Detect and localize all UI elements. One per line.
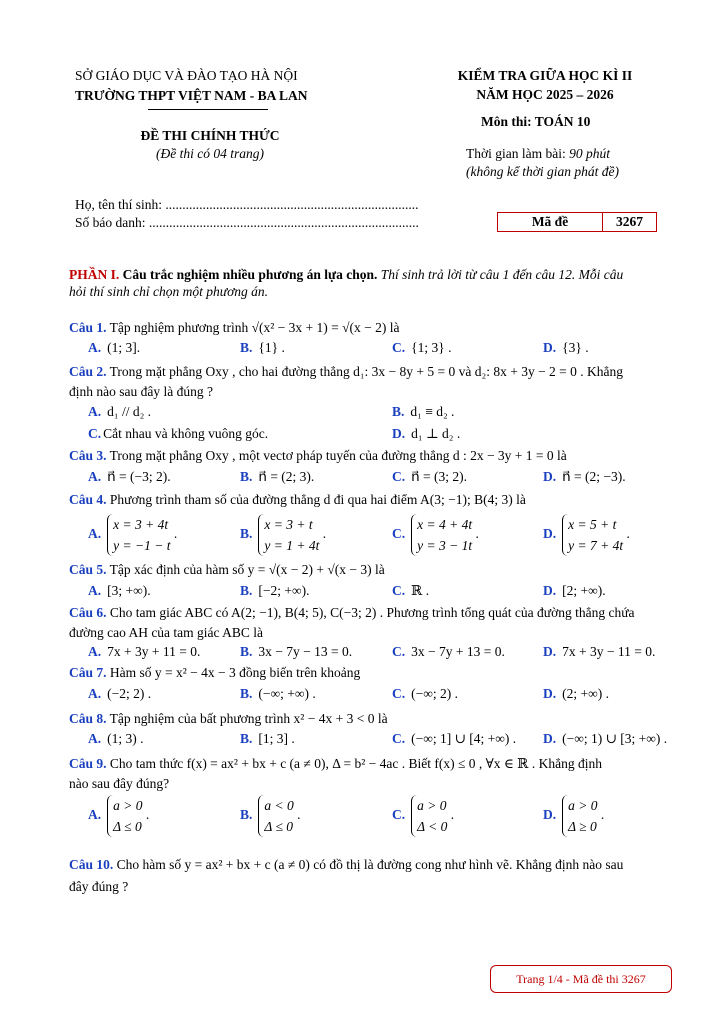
department-name: SỞ GIÁO DỤC VÀ ĐÀO TẠO HÀ NỘI	[75, 68, 298, 83]
question-text: Cho hàm số y = ax² + bx + c (a ≠ 0) có đồ thị là đường cong như hình vẽ. Khẳng định nào sau	[113, 857, 624, 872]
question-label: Câu 1.	[69, 320, 107, 335]
option-letter: A.	[88, 644, 102, 659]
equation-line: a < 0	[264, 798, 294, 813]
option-letter: C.	[392, 526, 406, 542]
option-letter: C.	[392, 340, 406, 355]
part1-instructions: Thí sinh trả lời từ câu 1 đến câu 12. Mỗi câu	[377, 267, 624, 282]
option-d[interactable]: D. x = 5 + t y = 7 + 4t .	[543, 514, 630, 556]
option-letter: C.	[392, 644, 406, 659]
official-label: ĐỀ THI CHÍNH THỨC	[140, 128, 280, 143]
question-6-cont: đường cao AH của tam giác ABC là	[69, 625, 264, 640]
option-letter: C.	[392, 807, 406, 823]
question-6	[69, 605, 635, 621]
option-letter: D.	[543, 340, 557, 355]
question-label: Câu 8.	[69, 711, 107, 726]
option-a[interactable]	[88, 583, 151, 599]
option-letter: B.	[240, 526, 253, 542]
option-letter: C.	[88, 426, 102, 441]
question-text: Cho tam giác ABC có A(2; −1), B(4; 5), C(−3; 2) . Phương trình tổng quát của đường thẳng chứa	[106, 605, 635, 620]
question-4	[69, 492, 526, 508]
option-letter: A.	[88, 583, 102, 598]
option-letter: A.	[88, 404, 102, 419]
equation-line: Δ < 0	[417, 819, 448, 834]
question-text: Tập nghiệm phương trình √(x² − 3x + 1) = √(x − 2) là	[106, 320, 400, 335]
option-letter: C.	[392, 583, 406, 598]
equation-system	[411, 795, 447, 837]
option-letter: D.	[543, 526, 557, 542]
option-text: (−∞; 1) ∪ [3; +∞) .	[562, 731, 668, 746]
option-b[interactable]	[240, 731, 295, 747]
equation-line: y = 7 + 4t	[568, 538, 624, 553]
option-text: n⃗ = (2; 3).	[258, 469, 315, 484]
question-label: Câu 7.	[69, 665, 107, 680]
equation-system	[411, 514, 472, 556]
option-text: ℝ .	[411, 583, 430, 598]
student-name-line: Họ, tên thí sinh: ...........................................................................	[75, 197, 419, 212]
subject: Môn thi: TOÁN 10	[481, 114, 591, 129]
equation-line: y = 1 + 4t	[264, 538, 320, 553]
school-year: NĂM HỌC 2025 – 2026	[476, 87, 614, 102]
option-letter: C.	[392, 469, 406, 484]
page-footer: Trang 1/4 - Mã đề thi 3267	[490, 965, 672, 993]
option-a[interactable]	[88, 340, 140, 356]
option-letter: A.	[88, 731, 102, 746]
option-text: (1; 3].	[107, 340, 141, 355]
option-d[interactable]	[543, 583, 606, 599]
option-b[interactable]	[240, 644, 352, 660]
option-b[interactable]	[240, 583, 309, 599]
option-letter: B.	[240, 583, 253, 598]
student-id-line: Số báo danh: ................................................................................	[75, 215, 419, 230]
option-b[interactable]	[392, 404, 454, 420]
part1-title-bold: Câu trắc nghiệm nhiều phương án lựa chọn.	[119, 267, 378, 282]
option-text: {1} .	[258, 340, 285, 355]
option-c[interactable]	[392, 686, 458, 702]
equation-line: y = 3 − 1t	[417, 538, 473, 553]
exam-code-value: 3267	[616, 214, 643, 229]
option-c[interactable]	[392, 340, 451, 356]
equation-line: Δ ≤ 0	[264, 819, 293, 834]
equation-line: a > 0	[113, 798, 143, 813]
option-a[interactable]	[88, 469, 171, 485]
equation-line: x = 3 + t	[264, 517, 313, 532]
option-letter: B.	[392, 404, 405, 419]
option-a[interactable]	[88, 644, 200, 660]
option-d[interactable]	[543, 686, 609, 702]
equation-line: a > 0	[568, 798, 598, 813]
option-letter: A.	[88, 340, 102, 355]
option-b[interactable]	[240, 686, 316, 702]
equation-system	[562, 514, 623, 556]
option-text: [3; +∞).	[107, 583, 151, 598]
exam-title: KIỂM TRA GIỮA HỌC KÌ II	[457, 68, 633, 83]
option-letter: B.	[240, 807, 253, 823]
question-text: Phương trình tham số của đường thẳng d đi qua hai điểm A(3; −1); B(4; 3) là	[106, 492, 526, 507]
question-label: Câu 3.	[69, 448, 107, 463]
option-text: (−∞; 1] ∪ [4; +∞) .	[411, 731, 517, 746]
option-c[interactable]: C. a > 0 Δ < 0 .	[392, 795, 454, 837]
option-c[interactable]	[392, 469, 467, 485]
question-text: Trong mặt phẳng Oxy , cho hai đường thẳng d₁: 3x − 8y + 5 = 0 và d₂: 8x + 3y − 2 = 0 . Khẳng	[106, 364, 624, 379]
option-letter: A.	[88, 686, 102, 701]
option-letter: D.	[543, 644, 557, 659]
equation-system	[258, 514, 319, 556]
option-text: (−∞; 2) .	[411, 686, 458, 701]
question-label: Câu 2.	[69, 364, 107, 379]
time-value: 90 phút	[569, 146, 611, 161]
time-line	[466, 146, 610, 162]
question-9-cont: nào sau đây đúng?	[69, 776, 170, 791]
option-letter: D.	[543, 583, 557, 598]
equation-system	[107, 514, 170, 556]
option-a[interactable]: A. a > 0 Δ ≤ 0 .	[88, 795, 149, 837]
option-letter: C.	[392, 731, 406, 746]
option-text: 3x − 7y + 13 = 0.	[411, 644, 505, 659]
option-letter: D.	[543, 731, 557, 746]
question-label: Câu 10.	[69, 857, 114, 872]
option-c[interactable]	[392, 583, 429, 599]
option-text: Cắt nhau và không vuông góc.	[103, 426, 269, 441]
question-label: Câu 6.	[69, 605, 107, 620]
question-8	[69, 711, 388, 727]
option-letter: A.	[88, 807, 102, 823]
part1-header	[69, 266, 675, 284]
option-letter: B.	[240, 686, 253, 701]
option-text: n⃗ = (−3; 2).	[107, 469, 171, 484]
option-text: 7x + 3y − 11 = 0.	[562, 644, 656, 659]
option-text: [2; +∞).	[562, 583, 606, 598]
equation-line: Δ ≥ 0	[568, 819, 597, 834]
equation-line: Δ ≤ 0	[113, 819, 142, 834]
option-text: [−2; +∞).	[258, 583, 310, 598]
option-text: d₁ ≡ d₂ .	[410, 404, 455, 419]
question-text: Tập xác định của hàm số y = √(x − 2) + √(x − 3) là	[106, 562, 385, 577]
question-label: Câu 9.	[69, 756, 107, 771]
header-divider	[148, 109, 268, 110]
question-5	[69, 562, 385, 578]
option-a[interactable]	[88, 404, 151, 420]
option-letter: D.	[543, 686, 557, 701]
option-letter: D.	[543, 469, 557, 484]
option-text: d₁ // d₂ .	[107, 404, 152, 419]
option-letter: C.	[392, 686, 406, 701]
equation-system	[258, 795, 293, 837]
option-c[interactable]	[392, 644, 505, 660]
option-d[interactable]	[543, 731, 667, 747]
question-text: Cho tam thức f(x) = ax² + bx + c (a ≠ 0), Δ = b² − 4ac . Biết f(x) ≤ 0 , ∀x ∈ ℝ . Khẳng định	[106, 756, 603, 771]
option-d[interactable]: D. a > 0 Δ ≥ 0 .	[543, 795, 604, 837]
option-text: d₁ ⊥ d₂ .	[411, 426, 461, 441]
option-a[interactable]	[88, 686, 151, 702]
equation-system	[107, 795, 142, 837]
option-d[interactable]	[543, 340, 589, 356]
option-text: n⃗ = (2; −3).	[562, 469, 626, 484]
part1-instructions-2: hỏi thí sinh chỉ chọn một phương án.	[69, 284, 269, 299]
question-2-cont: định nào sau đây là đúng ?	[69, 384, 213, 399]
option-letter: B.	[240, 469, 253, 484]
option-d[interactable]	[392, 426, 460, 442]
question-2	[69, 364, 623, 380]
exam-code-label: Mã đề	[498, 213, 603, 231]
option-letter: B.	[240, 731, 253, 746]
option-a[interactable]	[88, 731, 144, 747]
option-text: (1; 3) .	[107, 731, 144, 746]
option-d[interactable]	[543, 644, 655, 660]
equation-line: y = −1 − t	[113, 538, 171, 553]
equation-system	[562, 795, 597, 837]
part1-title: PHẦN I.	[69, 267, 120, 282]
equation-line: x = 5 + t	[568, 517, 617, 532]
page-count: (Đề thi có 04 trang)	[156, 146, 264, 161]
school-name: TRƯỜNG THPT VIỆT NAM - BA LAN	[75, 88, 308, 103]
option-letter: D.	[543, 807, 557, 823]
time-note: (không kể thời gian phát đề)	[466, 164, 620, 179]
option-b[interactable]	[240, 340, 285, 356]
option-text: (−∞; +∞) .	[258, 686, 316, 701]
option-text: {1; 3} .	[411, 340, 452, 355]
question-1	[69, 320, 400, 336]
question-3	[69, 448, 567, 464]
question-10-cont: đây đúng ?	[69, 879, 129, 894]
question-text: Hàm số y = x² − 4x − 3 đồng biến trên khoảng	[106, 665, 361, 680]
question-label: Câu 5.	[69, 562, 107, 577]
option-b[interactable]: B. x = 3 + t y = 1 + 4t .	[240, 514, 326, 556]
option-a[interactable]: A. x = 3 + 4t y = −1 − t .	[88, 514, 177, 556]
option-text: (−2; 2) .	[107, 686, 152, 701]
option-text: 3x − 7y − 13 = 0.	[258, 644, 353, 659]
option-d[interactable]	[543, 469, 626, 485]
option-letter: A.	[88, 526, 102, 542]
question-label: Câu 4.	[69, 492, 107, 507]
option-b[interactable]: B. a < 0 Δ ≤ 0 .	[240, 795, 301, 837]
option-b[interactable]	[240, 469, 314, 485]
option-text: (2; +∞) .	[562, 686, 609, 701]
option-c[interactable]	[88, 426, 268, 442]
option-c[interactable]	[392, 731, 516, 747]
option-letter: B.	[240, 340, 253, 355]
equation-line: x = 3 + 4t	[113, 517, 169, 532]
equation-line: a > 0	[417, 798, 447, 813]
option-letter: A.	[88, 469, 102, 484]
time-label: Thời gian làm bài:	[466, 146, 570, 161]
option-c[interactable]: C. x = 4 + 4t y = 3 − 1t .	[392, 514, 479, 556]
option-text: {3} .	[562, 340, 589, 355]
exam-code-box	[497, 212, 657, 232]
question-7	[69, 665, 360, 681]
equation-line: x = 4 + 4t	[417, 517, 473, 532]
option-letter: B.	[240, 644, 253, 659]
option-text: n⃗ = (3; 2).	[411, 469, 468, 484]
option-text: [1; 3] .	[258, 731, 295, 746]
question-9	[69, 756, 602, 772]
question-text: Trong mặt phẳng Oxy , một vectơ pháp tuyến của đường thẳng d : 2x − 3y + 1 = 0 là	[106, 448, 567, 463]
option-text: 7x + 3y + 11 = 0.	[107, 644, 201, 659]
option-letter: D.	[392, 426, 406, 441]
question-10	[69, 857, 623, 873]
question-text: Tập nghiệm của bất phương trình x² − 4x + 3 < 0 là	[106, 711, 388, 726]
